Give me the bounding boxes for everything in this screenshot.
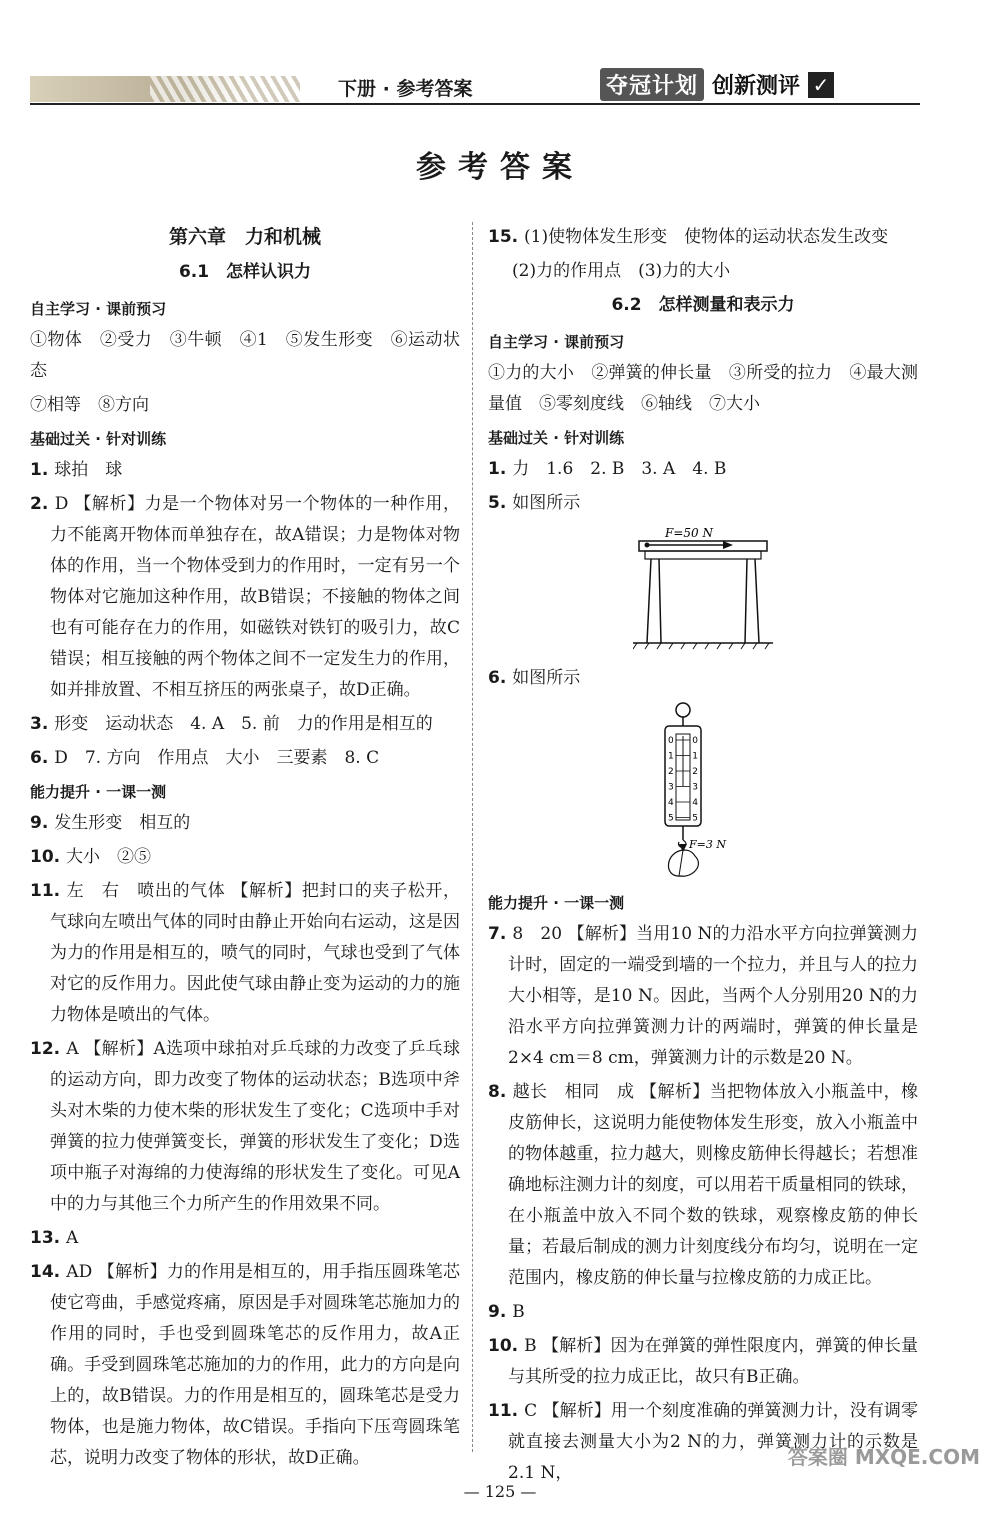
answer-item: 11. 左 右 喷出的气体 【解析】把封口的夹子松开，气球向左喷出气体的同时由静止开始向右运动，这是因为力的作用是相互的，喷气的同时，气球也受到了气体对它的反作用力。因此使气球由静止变为运动的力的施力物体是喷出的气体。 bbox=[30, 881, 460, 1025]
scale-tick-label: 2 bbox=[692, 767, 698, 777]
answer-item: 10. B 【解析】因为在弹簧的弹性限度内，弹簧的伸长量与其所受的拉力成正比，故只有B正确。 bbox=[488, 1336, 918, 1387]
watermark-logo: 答案圈 MXQE.COM bbox=[787, 1445, 980, 1469]
section-title: 6.1 怎样认识力 bbox=[178, 262, 312, 282]
brand-subtitle: 创新测评 bbox=[712, 74, 801, 99]
preview-answers: ①物体 ②受力 ③牛顿 ④1 ⑤发生形变 ⑥运动状态 bbox=[30, 330, 460, 381]
chapter-title: 第六章 力和机械 bbox=[168, 226, 321, 248]
answer-item: 14. AD 【解析】力的作用是相互的，用手指压圆珠笔芯使它弯曲，手感觉疼痛，原因是手对圆珠笔芯施加力的作用的同时，手也受到圆珠笔芯的反作用力，故A正确。手受到圆珠笔芯施加的力的作用，此力的方向是向上的，故B错误。力的作用是相互的，圆珠笔芯是受力物体，也是施力物体，故C错误。手指向下压弯圆珠笔芯，说明力改变了物体的形状，故D正确。 bbox=[30, 1262, 460, 1468]
figure-table-force bbox=[633, 525, 773, 655]
scale-tick-label: 0 bbox=[692, 736, 698, 746]
answer-item: 6. 如图所示 bbox=[488, 668, 581, 688]
left-column bbox=[30, 222, 460, 1477]
sub-label: 自主学习 · 课前预习 bbox=[488, 333, 625, 351]
answer-item: 10. 大小 ②⑤ bbox=[30, 847, 152, 867]
scale-tick-label: 0 bbox=[668, 736, 674, 746]
answer-item-cont: (2)力的作用点 (3)力的大小 bbox=[512, 261, 731, 281]
figure-spring-scale bbox=[643, 700, 763, 880]
sub-label: 基础过关 · 针对训练 bbox=[488, 429, 625, 447]
sub-label: 能力提升 · 一课一测 bbox=[488, 894, 625, 912]
figure-label: F=50 N bbox=[665, 526, 713, 540]
answer-item: 6. D 7. 方向 作用点 大小 三要素 8. C bbox=[30, 748, 380, 768]
scale-tick-label: 1 bbox=[692, 751, 698, 762]
sub-label: 自主学习 · 课前预习 bbox=[30, 300, 167, 318]
answer-item: 3. 形变 运动状态 4. A 5. 前 力的作用是相互的 bbox=[30, 714, 433, 734]
answer-item: 2. D 【解析】力是一个物体对另一个物体的一种作用，力不能离开物体而单独存在，故A错误；力是物体对物体的作用，当一个物体受到力的作用时，一定有另一个物体对它施加这种作用，故B错误；不接触的物体之间也有可能存在力的作用，如磁铁对铁钉的吸引力，故C错误；相互接触的两个物体之间不一定发生力的作用，如并排放置、不相互挤压的两张桌子，故D正确。 bbox=[30, 494, 460, 700]
scale-tick-label: 3 bbox=[692, 782, 698, 793]
sub-label: 基础过关 · 针对训练 bbox=[30, 430, 167, 448]
answer-item: 7. 8 20 【解析】当用10 N的力沿水平方向拉弹簧测力计时，固定的一端受到墙的一个拉力，并且与人的拉力大小相等，是10 N。因此，当两个人分别用20 N的力沿水平方向拉弹簧测力计的两端时，弹簧的伸长量是2×4 cm＝8 cm，弹簧测力计的示数是20 N。 bbox=[488, 924, 918, 1068]
column-divider bbox=[472, 222, 473, 1452]
figure-label: F=3 N bbox=[689, 838, 726, 851]
scale-tick-label: 4 bbox=[668, 798, 674, 808]
brand-logo bbox=[600, 68, 834, 101]
answer-item: 11. C 【解析】用一个刻度准确的弹簧测力计，没有调零就直接去测量大小为2 N的力，弹簧测力计的示数是2.1 N， bbox=[488, 1401, 918, 1483]
brand-name: 夺冠计划 bbox=[600, 68, 704, 101]
answer-item: 8. 越长 相同 成 【解析】当把物体放入小瓶盖中，橡皮筋伸长，这说明力能使物体发生形变，放入小瓶盖中的物体越重，拉力越大，则橡皮筋伸长得越长；若想准确地标注测力计的刻度，可以用若干质量相同的铁球，在小瓶盖中放入不同个数的铁球，观察橡皮筋的伸长量；若最后制成的测力计刻度线分布均匀，说明在一定范围内，橡皮筋的伸长量与拉橡皮筋的力成正比。 bbox=[488, 1082, 918, 1288]
scale-tick-label: 3 bbox=[668, 782, 674, 793]
answer-item: 1. 力 1.6 2. B 3. A 4. B bbox=[488, 459, 727, 479]
scale-tick-label: 5 bbox=[692, 813, 698, 824]
answer-item: 15. (1)使物体发生形变 使物体的运动状态发生改变 bbox=[488, 227, 889, 247]
answer-item: 9. B bbox=[488, 1302, 525, 1322]
page-title: 参考答案 bbox=[416, 150, 584, 185]
right-column bbox=[488, 222, 918, 1492]
answer-item: 5. 如图所示 bbox=[488, 493, 581, 513]
scale-tick-label: 4 bbox=[692, 798, 698, 808]
header-section-label: 下册 · 参考答案 bbox=[338, 78, 473, 100]
header-decor-stripes bbox=[150, 76, 300, 102]
answer-item: 9. 发生形变 相互的 bbox=[30, 813, 191, 833]
section-title: 6.2 怎样测量和表示力 bbox=[611, 295, 795, 315]
brand-mark-icon: ✓ bbox=[808, 72, 834, 98]
answer-item: 13. A bbox=[30, 1228, 79, 1248]
answer-item: 12. A 【解析】A选项中球拍对乒乓球的力改变了乒乓球的运动方向，即力改变了物体的运动状态；B选项中斧头对木柴的力使木柴的形状发生了变化；C选项中手对弹簧的拉力使弹簧变长，弹簧的形状发生了变化；D选项中瓶子对海绵的力使海绵的形状发生了变化。可见A中的力与其他三个力所产生的作用效果不同。 bbox=[30, 1039, 460, 1214]
scale-tick-label: 5 bbox=[668, 813, 674, 824]
scale-tick-label: 2 bbox=[668, 767, 674, 777]
answer-item: 1. 球拍 球 bbox=[30, 460, 123, 480]
preview-answers: ①力的大小 ②弹簧的伸长量 ③所受的拉力 ④最大测量值 ⑤零刻度线 ⑥轴线 ⑦大小 bbox=[488, 363, 918, 414]
preview-answers: ⑦相等 ⑧方向 bbox=[30, 395, 149, 415]
header-rule bbox=[30, 103, 920, 105]
sub-label: 能力提升 · 一课一测 bbox=[30, 783, 167, 801]
page-number: — 125 — bbox=[463, 1482, 537, 1501]
scale-tick-label: 1 bbox=[668, 751, 674, 762]
